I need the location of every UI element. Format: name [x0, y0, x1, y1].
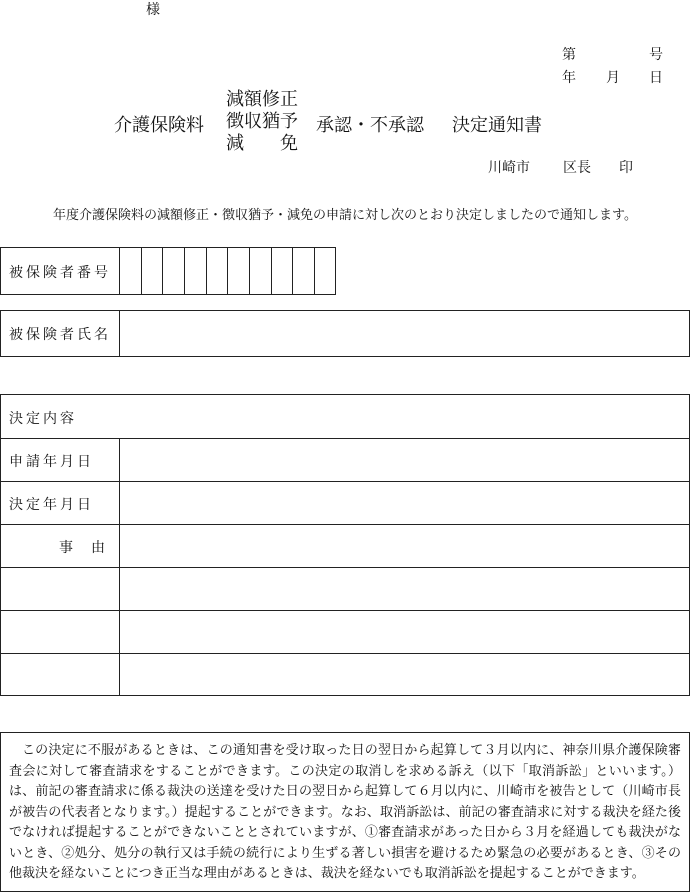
insured-number-digit[interactable] — [207, 249, 227, 293]
title-options — [226, 89, 298, 155]
insured-number-digit[interactable] — [250, 249, 271, 293]
insured-number-label: 被保険者番号 — [9, 265, 111, 281]
issuer-seal: 印 — [619, 160, 633, 176]
insured-number-digit[interactable] — [315, 249, 335, 293]
insured-number-digit[interactable] — [272, 249, 292, 293]
title-suffix: 決定通知書 — [452, 115, 542, 136]
insured-number-digit[interactable] — [142, 249, 162, 293]
insured-number-digit[interactable] — [163, 249, 184, 293]
issuer-city: 川崎市 — [488, 160, 530, 176]
title-prefix: 介護保険料 — [114, 115, 204, 136]
decision-row-label: 決定年月日 — [9, 497, 94, 513]
insured-name-table — [0, 310, 690, 357]
title-option: 徴収猶予 — [226, 111, 298, 132]
decision-section-label: 決定内容 — [9, 411, 77, 427]
insured-name-label: 被保険者氏名 — [9, 327, 111, 343]
intro-text: 年度介護保険料の減額修正・徴収猶予・減免の申請に対し次のとおり決定しましたので通知します。 — [53, 208, 637, 223]
decision-row-label: 事 由 — [59, 540, 107, 556]
issuer-mayor: 区長 — [563, 160, 591, 176]
title-option: 減額修正 — [226, 89, 298, 110]
appeal-notice: この決定に不服があるときは、この通知書を受け取った日の翌日から起算して３月以内に、神奈川県介護保険審査会に対して審査請求をすることができます。この決定の取消しを求める訴え（以下「取消訴訟」といいます。）は、前記の審査請求に係る裁決の送達を受けた日の翌日から起算して６月以内に、川崎市を被告として（川崎市長が被告の代表者となります。）提起することができます。なお、取消訴訟は、前記の審査請求に対する裁決を経た後でなければ提起することができないこととされていますが、①審査請求があった日から３月を経過しても裁決がないとき、②処分、処分の執行又は手続の続行により生ずる著しい損害を避けるため緊急の必要があるとき、③その他裁決を経ないことにつき正当な理由があるときは、裁決を経ないでも取消訴訟を提起することができます。 — [0, 732, 690, 892]
insured-number-table — [0, 247, 336, 295]
insured-number-digit[interactable] — [120, 249, 141, 293]
title-approval: 承認・不承認 — [316, 115, 424, 136]
date-year: 年 — [562, 70, 576, 86]
insured-number-digit[interactable] — [185, 249, 206, 293]
addressee-suffix: 様 — [146, 2, 160, 18]
insured-number-digit[interactable] — [228, 249, 249, 293]
insured-number-digit[interactable] — [293, 249, 314, 293]
date-month: 月 — [606, 70, 620, 86]
decision-row-label: 申請年月日 — [9, 454, 94, 470]
decision-table — [0, 394, 690, 696]
number-suffix: 号 — [649, 47, 663, 63]
date-day: 日 — [649, 70, 663, 86]
title-option: 減 免 — [226, 133, 298, 154]
number-prefix: 第 — [562, 47, 576, 63]
